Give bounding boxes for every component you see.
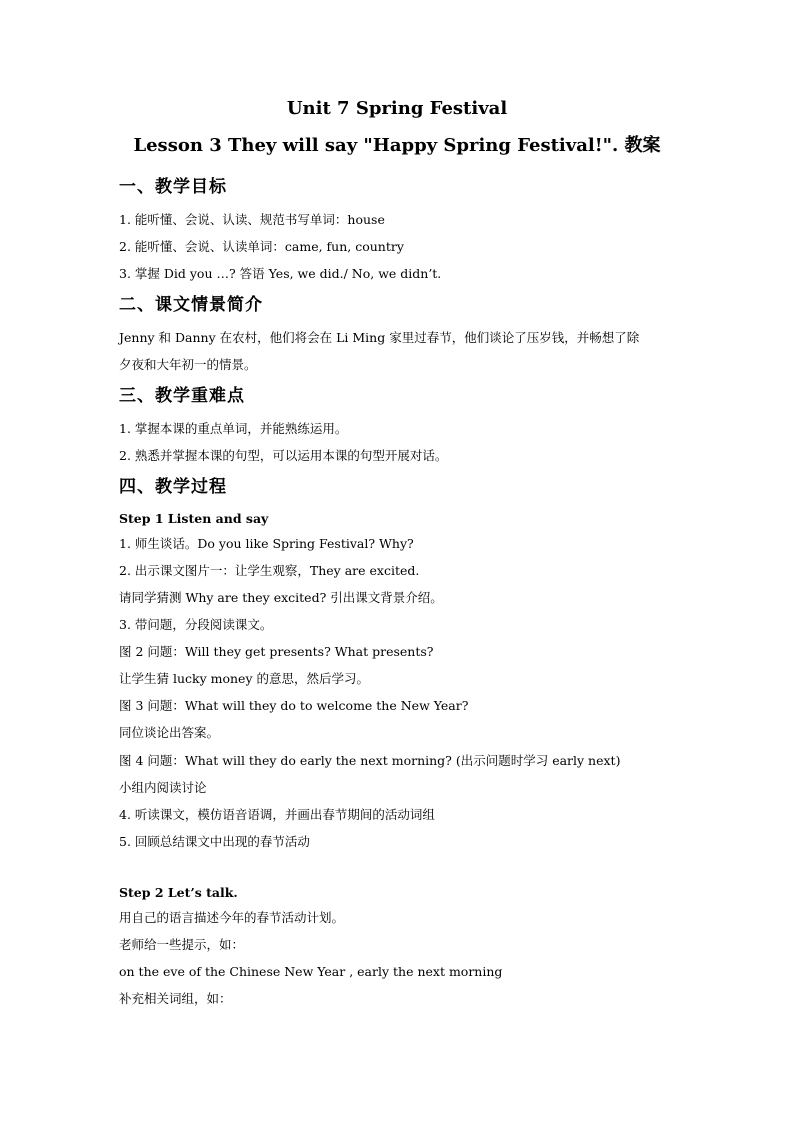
step2-line-2: 老师给一些提示，如： — [119, 937, 245, 952]
key-point-item-2: 2. 熟悉并掌握本课的句型，可以运用本课的句型开展对话。 — [119, 448, 448, 463]
intro-line-1: Jenny 和 Danny 在农村，他们将会在 Li Ming 家里过春节，他们谈论了压岁钱，并畅想了除 — [119, 330, 640, 345]
step1-line-9: 图 4 问题：What will they do early the next morning? (出示问题时学习 early next) — [119, 753, 621, 768]
lesson-title: Lesson 3 They will say "Happy Spring Festival!". 教案 — [133, 135, 661, 156]
step1-title: Step 1 Listen and say — [119, 511, 269, 526]
key-points-heading: 三、教学重难点 — [119, 386, 245, 406]
step1-line-10: 小组内阅读讨论 — [119, 780, 207, 795]
step1-line-8: 同位谈论出答案。 — [119, 725, 220, 740]
step1-line-7: 图 3 问题：What will they do to welcome the New Year? — [119, 698, 469, 713]
step2-line-1: 用自己的语言描述今年的春节活动计划。 — [119, 910, 345, 925]
step1-line-3: 请同学猜测 Why are they excited? 引出课文背景介绍。 — [119, 590, 443, 605]
step2-title: Step 2 Let’s talk. — [119, 885, 238, 900]
step2-line-4: 补充相关词组，如： — [119, 991, 232, 1006]
step1-line-11: 4. 听读课文，模仿语音语调，并画出春节期间的活动词组 — [119, 807, 435, 822]
intro-heading: 二、课文情景简介 — [119, 295, 263, 315]
step1-line-12: 5. 回顾总结课文中出现的春节活动 — [119, 834, 310, 849]
intro-line-2: 夕夜和大年初一的情景。 — [119, 357, 257, 372]
goal-item-1: 1. 能听懂、会说、认读、规范书写单词：house — [119, 212, 385, 227]
goal-item-2: 2. 能听懂、会说、认读单词：came, fun, country — [119, 239, 404, 254]
step1-line-5: 图 2 问题：Will they get presents? What presents? — [119, 644, 434, 659]
step1-line-4: 3. 带问题，分段阅读课文。 — [119, 617, 273, 632]
goal-item-3: 3. 掌握 Did you …? 答语 Yes, we did./ No, we didn’t. — [119, 266, 442, 281]
unit-title: Unit 7 Spring Festival — [286, 98, 508, 119]
key-point-item-1: 1. 掌握本课的重点单词，并能熟练运用。 — [119, 421, 348, 436]
process-heading: 四、教学过程 — [119, 477, 227, 497]
step1-line-1: 1. 师生谈话。Do you like Spring Festival? Why? — [119, 536, 414, 551]
goals-heading: 一、教学目标 — [119, 177, 227, 197]
step2-line-3: on the eve of the Chinese New Year , early the next morning — [119, 964, 503, 979]
step1-line-2: 2. 出示课文图片一：让学生观察，They are excited. — [119, 563, 420, 578]
step1-line-6: 让学生猜 lucky money 的意思，然后学习。 — [119, 671, 369, 686]
